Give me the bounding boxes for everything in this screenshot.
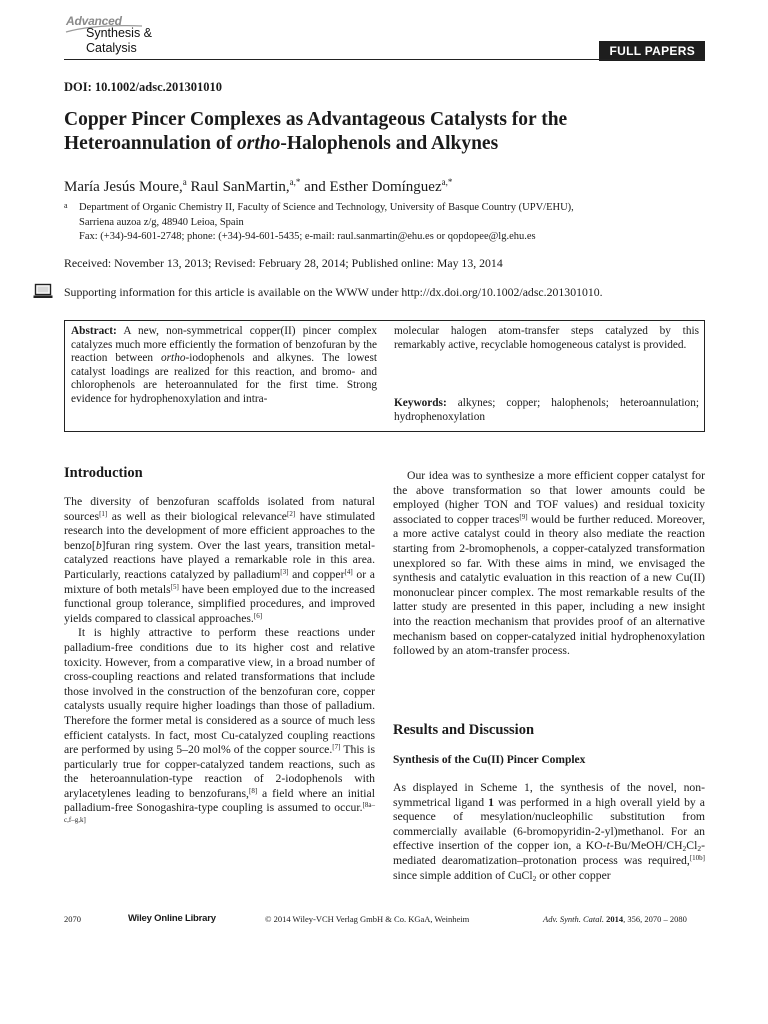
article-title: Copper Pincer Complexes as Advantageous Catalysts for the Heteroannulation of ortho-Halophenols and Alkynes (64, 109, 568, 154)
author-moure: María Jesús Moure, (64, 179, 183, 195)
right-paragraph-1: Our idea was to synthesize a more efficient copper catalyst for the above transformation so that lower amounts could be employed (higher TON and TOF values) and residual toxicity associated to copper traces[9] would be further reduced. Moreover, a more active catalyst could in theory also mediate the reaction starting from 2-bromophenols, a copper-catalyzed transformation unexplored so far. With these aims in mind, we envisaged the synthesis and catalytic evaluation in this reaction of a new Cu(II) mononuclear pincer complex. The most remarkable results of the latter study are presented in this paper, including a new insight into the reaction mechanism that provides proof of an alternative mechanism based on copper-catalyzed initial hydrophenoxylation followed by an atom-transfer process. (393, 469, 705, 658)
author-sanmartin: Raul SanMartin, (190, 179, 290, 195)
author-dominguez: and Esther Domínguez (304, 179, 442, 195)
supporting-info[interactable]: Supporting information for this article is available on the WWW under http://dx.doi.org/10.1002/adsc.201301010. (64, 285, 603, 299)
abstract-text-right: molecular halogen atom-transfer steps catalyzed by this remarkably active, recyclable homogeneous catalyst is provided. (394, 325, 699, 351)
publication-dates: Received: November 13, 2013; Revised: February 28, 2014; Published online: May 13, 2014 (64, 256, 503, 270)
introduction-body (64, 495, 375, 831)
intro-paragraph-1: The diversity of benzofuran scaffolds isolated from natural sources[1] as well as their biological relevance[2] have stimulated research into the development of more efficient approaches to the benzo[b]furan ring system. Over the last years, transition metal-catalyzed reactions have played a remarkable role in this area. Particularly, reactions catalyzed by palladium[3] and copper[4] or a mixture of both metals[5] have been employed due to the increased functional group tolerance, simplified procedures, and improved yields compared to classical approaches.[6] (64, 495, 375, 625)
header-rule (64, 59, 705, 60)
right-column-body (393, 469, 705, 659)
synthesis-body (393, 781, 705, 883)
section-badge: FULL PAPERS (599, 41, 705, 61)
abstract-text-left: Abstract: A new, non-symmetrical copper(II) pincer complex catalyzes much more efficiently the formation of benzofuran by the reaction between ortho-iodophenols and alkynes. The lowest catalyst loadings are realized for this reaction, and bromo- and chlorophenols are heteroannulated for the first time. Strong evidence for hydrophenoxylation and intra- (71, 325, 377, 405)
logo-catalysis: Catalysis (86, 41, 137, 55)
copyright: © 2014 Wiley-VCH Verlag GmbH & Co. KGaA, Weinheim (265, 914, 470, 924)
right-paragraph-2: As displayed in Scheme 1, the synthesis of the novel, non-symmetrical ligand 1 was performed in a high overall yield by a sequence of mesylation/nucleophilic substitution from commercially available (6-bromopyridin-2-yl)methanol. For an effective insertion of the copper ion, a $KO-t-Bu/MeOH/CH_2Cl_2$-mediated dearomatization–protonation process was required,[10b] since simple addition of CuCl$_2$ or other copper (393, 781, 705, 883)
introduction-heading: Introduction (64, 465, 143, 481)
intro-paragraph-2: It is highly attractive to perform these reactions under palladium-free conditions due to its higher cost and relative toxicity. However, from a comparative view, in a broad number of cross-coupling reactions and related transformations that include those involved in the construction of the benzofuran core, copper catalysts usually require higher loadings than those of palladium. Therefore the former metal is considered as a source of much less efficient catalysts. In fact, most Cu-catalyzed coupling reactions are performed by using 5–20 mol% of the copper source.[7] This is particularly true for copper-catalyzed tandem reactions, such as the heteroannulation-type reaction of 2-iodophenols with arylacetylenes leading to benzofurans,[8] a field where an initial palladium-free Sonogashira-type coupling is assumed to occur.[8a–c,f–g,k] (64, 626, 375, 825)
abstract-box (64, 320, 705, 432)
affiliation: a Department of Organic Chemistry II, Faculty of Science and Technology, University of Basque Country (UPV/EHU), Sarriena auzoa z/g, 48940 Leioa, Spain Fax: (+34)-94-601-2748; phone: (+34)-94-601-5435; e-mail: raul.sanmartin@ehu.es or qopdopee@lg.ehu.es (64, 201, 574, 242)
computer-icon (33, 283, 53, 299)
synthesis-subheading: Synthesis of the Cu(II) Pincer Complex (393, 754, 586, 766)
logo-synthesis: Synthesis & (86, 26, 153, 40)
doi[interactable]: DOI: 10.1002/adsc.201301010 (64, 80, 222, 94)
page-number: 2070 (64, 914, 81, 924)
results-heading: Results and Discussion (393, 722, 535, 738)
citation: Adv. Synth. Catal. 2014, 356, 2070 – 2080 (543, 914, 687, 924)
wiley-online-library[interactable]: Wiley Online Library (128, 913, 216, 924)
keywords: Keywords: alkynes; copper; halophenols; heteroannulation; hydrophenoxylation (394, 397, 699, 423)
logo-advanced: Advanced (66, 14, 122, 28)
author-list: María Jesús Moure,$^a$ Raul SanMartin,$^{a,*}$ and Esther Domínguez$^{a,*}$ (64, 177, 453, 195)
journal-logo (64, 14, 194, 58)
